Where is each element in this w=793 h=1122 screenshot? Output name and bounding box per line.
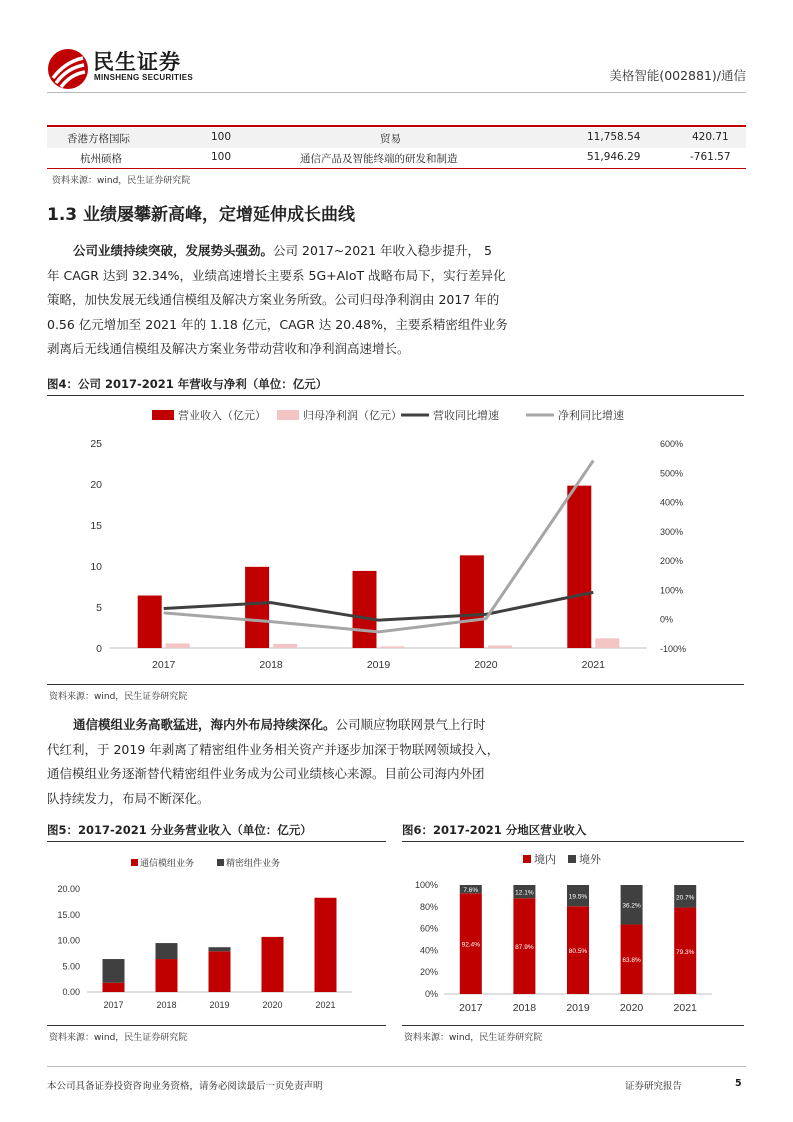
- fig5-source: 资料来源：wind，民生证券研究院: [49, 1033, 188, 1043]
- section-title: 1.3 业绩屡攀新高峰，定增延伸成长曲线: [47, 205, 356, 225]
- fig4-legend-swatch: [277, 410, 299, 420]
- fig4-revenue-bar: [353, 571, 377, 648]
- fig5-chart: [47, 845, 386, 1025]
- fig6-bottom-rule: [402, 1025, 744, 1026]
- fig5-component-bar: [209, 947, 231, 951]
- para2-line2: 代红利，于 2019 年剥离了精密组件业务相关资产并逐步加深于物联网领域投入，: [47, 741, 500, 757]
- fig4-legend-label: 营业收入（亿元）: [178, 409, 266, 422]
- header-stock: 美格智能(002881)/通信: [609, 68, 746, 83]
- logo-cn: 民生证券: [93, 50, 181, 74]
- para2-line1: 公司顺应物联网景气上行时: [335, 717, 486, 732]
- fig5-module-bar: [262, 937, 284, 992]
- fig5-legend-label: 精密组件业务: [226, 859, 281, 869]
- fig5-ytick-label: 15.00: [57, 909, 80, 920]
- para2-line4: 队持续发力，布局不断深化。: [47, 790, 210, 806]
- paragraph-performance: [47, 239, 552, 362]
- fig4-xtick-label: 2019: [366, 659, 391, 671]
- fig6-legend-label: 境内: [534, 853, 556, 866]
- minsheng-logo-icon: [47, 48, 89, 90]
- fig4-xtick-label: 2020: [474, 659, 498, 671]
- fig6-ytick-label: 100%: [414, 880, 438, 890]
- fig5-ytick-label: 20.00: [57, 884, 80, 894]
- fig5-module-bar: [315, 898, 337, 992]
- fig5-legend-swatch: [131, 859, 138, 866]
- table-cell-business: 贸易: [380, 133, 401, 145]
- fig6-title-rule: [402, 841, 744, 842]
- fig4-y2tick-label: 400%: [660, 497, 684, 508]
- fig5-xtick-label: 2017: [103, 1000, 124, 1010]
- table-cell-profit: 420.71: [692, 131, 729, 143]
- fig6-overseas-label: 19.5%: [568, 893, 588, 901]
- fig6-domestic-label: 87.9%: [515, 944, 534, 952]
- fig5-module-bar: [103, 983, 125, 992]
- para1-line4: 0.56 亿元增加至 2021 年的 1.18 亿元，CAGR 达 20.48%，主要系精密组件业务: [47, 316, 508, 332]
- table-cell-profit: -761.57: [690, 151, 731, 163]
- fig6-ytick-label: 0%: [424, 989, 438, 999]
- table-source: 资料来源：wind，民生证券研究院: [52, 176, 191, 186]
- fig6-xtick-label: 2017: [459, 1002, 483, 1014]
- fig6-ytick-label: 40%: [419, 945, 438, 956]
- fig5-legend-label: 通信模组业务: [140, 859, 195, 869]
- fig4-bottom-rule: [47, 684, 744, 685]
- footer-report-type: 证券研究报告: [625, 1081, 683, 1092]
- fig4-legend-label: 营收同比增速: [433, 409, 499, 422]
- fig4-ytick-label: 0: [96, 643, 102, 655]
- table-cell-name: 香港方格国际: [67, 133, 130, 145]
- fig6-overseas-label: 12.1%: [515, 889, 534, 897]
- fig4-legend-label: 归母净利润（亿元）: [303, 409, 402, 422]
- footer-disclaimer: 本公司具备证券投资咨询业务资格，请务必阅读最后一页免责声明: [47, 1081, 323, 1092]
- fig5-component-bar: [156, 943, 178, 959]
- fig4-y2tick-label: 500%: [660, 468, 684, 479]
- fig4-title: 图4：公司 2017-2021 年营收与净利（单位：亿元）: [47, 377, 328, 391]
- para1-lead: 公司业绩持续突破，发展势头强劲。: [73, 243, 274, 258]
- table-cell-assets: 51,946.29: [587, 151, 641, 163]
- fig4-revenue-bar: [460, 555, 484, 648]
- fig4-y2tick-label: 100%: [660, 585, 684, 596]
- fig5-xtick-label: 2020: [262, 1000, 283, 1010]
- footer-divider: [47, 1066, 746, 1067]
- fig4-legend-swatch: [152, 410, 174, 420]
- table-row: [47, 128, 746, 148]
- table-cell-ratio: 100: [211, 151, 232, 163]
- fig4-ytick-label: 15: [90, 520, 102, 532]
- fig5-component-bar: [103, 959, 125, 983]
- fig6-xtick-label: 2018: [512, 1002, 537, 1014]
- fig5-ytick-label: 5.00: [62, 961, 80, 972]
- fig4-profit-bar: [273, 644, 297, 648]
- fig6-legend-label: 境外: [579, 853, 601, 866]
- fig4-xtick-label: 2017: [152, 659, 176, 671]
- fig5-ytick-label: 0.00: [62, 987, 80, 997]
- fig4-profit-bar: [488, 646, 512, 648]
- fig5-xtick-label: 2021: [315, 1000, 336, 1010]
- fig5-title: 图5：2017-2021 分业务营业收入（单位：亿元）: [47, 823, 312, 837]
- footer-page-number: 5: [735, 1078, 742, 1089]
- fig6-title: 图6：2017-2021 分地区营业收入: [402, 823, 587, 837]
- table-cell-ratio: 100: [211, 131, 232, 143]
- para2-lead: 通信模组业务高歌猛进，海内外布局持续深化。: [73, 717, 336, 732]
- table-cell-business: 通信产品及智能终端的研发和制造: [300, 153, 458, 165]
- table-cell-name: 杭州硕格: [80, 153, 122, 165]
- table-row: [47, 148, 746, 168]
- fig6-ytick-label: 20%: [419, 967, 438, 978]
- header: [0, 0, 793, 100]
- logo-en: MINSHENG SECURITIES: [94, 73, 194, 82]
- fig4-y2tick-label: -100%: [660, 644, 687, 654]
- fig5-module-bar: [156, 959, 178, 992]
- para1-line2: 年 CAGR 达到 32.34%，业绩高速增长主要系 5G+AIoT 战略布局下，实行差异化: [47, 267, 506, 283]
- fig6-domestic-label: 63.8%: [622, 957, 641, 965]
- fig5-xtick-label: 2019: [209, 1000, 230, 1010]
- fig5-xtick-label: 2018: [156, 1000, 177, 1010]
- fig6-legend-swatch: [568, 855, 576, 863]
- fig4-ytick-label: 5: [96, 602, 102, 614]
- fig6-overseas-label: 7.6%: [463, 887, 479, 895]
- fig4-xtick-label: 2018: [259, 659, 283, 671]
- fig5-bottom-rule: [47, 1025, 386, 1026]
- fig4-revenue-growth-line: [164, 592, 594, 620]
- fig6-overseas-label: 36.2%: [622, 902, 641, 910]
- fig6-ytick-label: 80%: [419, 901, 438, 912]
- fig6-source: 资料来源：wind，民生证券研究院: [404, 1033, 543, 1043]
- para1-line1: 公司 2017~2021 年收入稳步提升， 5: [273, 243, 492, 258]
- fig6-ytick-label: 60%: [419, 923, 438, 934]
- fig4-ytick-label: 20: [90, 479, 102, 491]
- header-divider: [47, 92, 746, 93]
- fig4-revenue-bar: [567, 486, 591, 648]
- fig4-legend-label: 净利同比增速: [558, 409, 624, 422]
- fig4-revenue-bar: [245, 567, 269, 648]
- fig6-overseas-label: 20.7%: [675, 894, 695, 902]
- table-bottom-rule: [47, 168, 746, 169]
- fig6-xtick-label: 2019: [566, 1002, 590, 1014]
- fig6-legend-swatch: [523, 855, 531, 863]
- fig4-ytick-label: 25: [90, 438, 102, 450]
- fig5-legend-swatch: [217, 859, 224, 866]
- fig6-xtick-label: 2021: [673, 1002, 697, 1014]
- fig4-y2tick-label: 200%: [660, 556, 684, 567]
- fig4-chart: [47, 398, 744, 683]
- fig6-domestic-label: 79.3%: [675, 948, 695, 956]
- fig6-xtick-label: 2020: [619, 1002, 644, 1014]
- fig5-title-rule: [47, 841, 386, 842]
- para1-line5: 剥离后无线通信模组及解决方案业务带动营收和净利润高速增长。: [47, 341, 410, 356]
- fig4-revenue-bar: [138, 596, 162, 648]
- fig4-y2tick-label: 600%: [660, 439, 684, 449]
- para2-line3: 通信模组业务逐渐替代精密组件业务成为公司业绩核心来源。目前公司海内外团: [47, 766, 485, 781]
- fig6-chart: [402, 845, 744, 1025]
- fig4-source: 资料来源：wind，民生证券研究院: [49, 692, 188, 702]
- fig5-module-bar: [209, 951, 231, 992]
- fig4-y2tick-label: 300%: [660, 526, 684, 537]
- fig4-title-rule: [47, 395, 744, 396]
- table-top-rule: [47, 125, 746, 127]
- table-cell-assets: 11,758.54: [587, 131, 641, 143]
- fig4-profit-bar: [166, 643, 190, 648]
- fig4-profit-bar: [595, 638, 619, 648]
- fig6-domestic-label: 92.4%: [461, 941, 481, 949]
- fig4-xtick-label: 2021: [581, 659, 605, 671]
- fig4-profit-bar: [381, 646, 405, 648]
- para1-line3: 策略，加快发展无线通信模组及解决方案业务所致。公司归母净利润由 2017 年的: [47, 292, 500, 307]
- fig5-ytick-label: 10.00: [57, 935, 80, 946]
- fig6-domestic-label: 80.5%: [568, 948, 588, 956]
- fig4-y2tick-label: 0%: [660, 614, 674, 625]
- paragraph-module: [47, 713, 552, 811]
- fig4-ytick-label: 10: [90, 561, 102, 573]
